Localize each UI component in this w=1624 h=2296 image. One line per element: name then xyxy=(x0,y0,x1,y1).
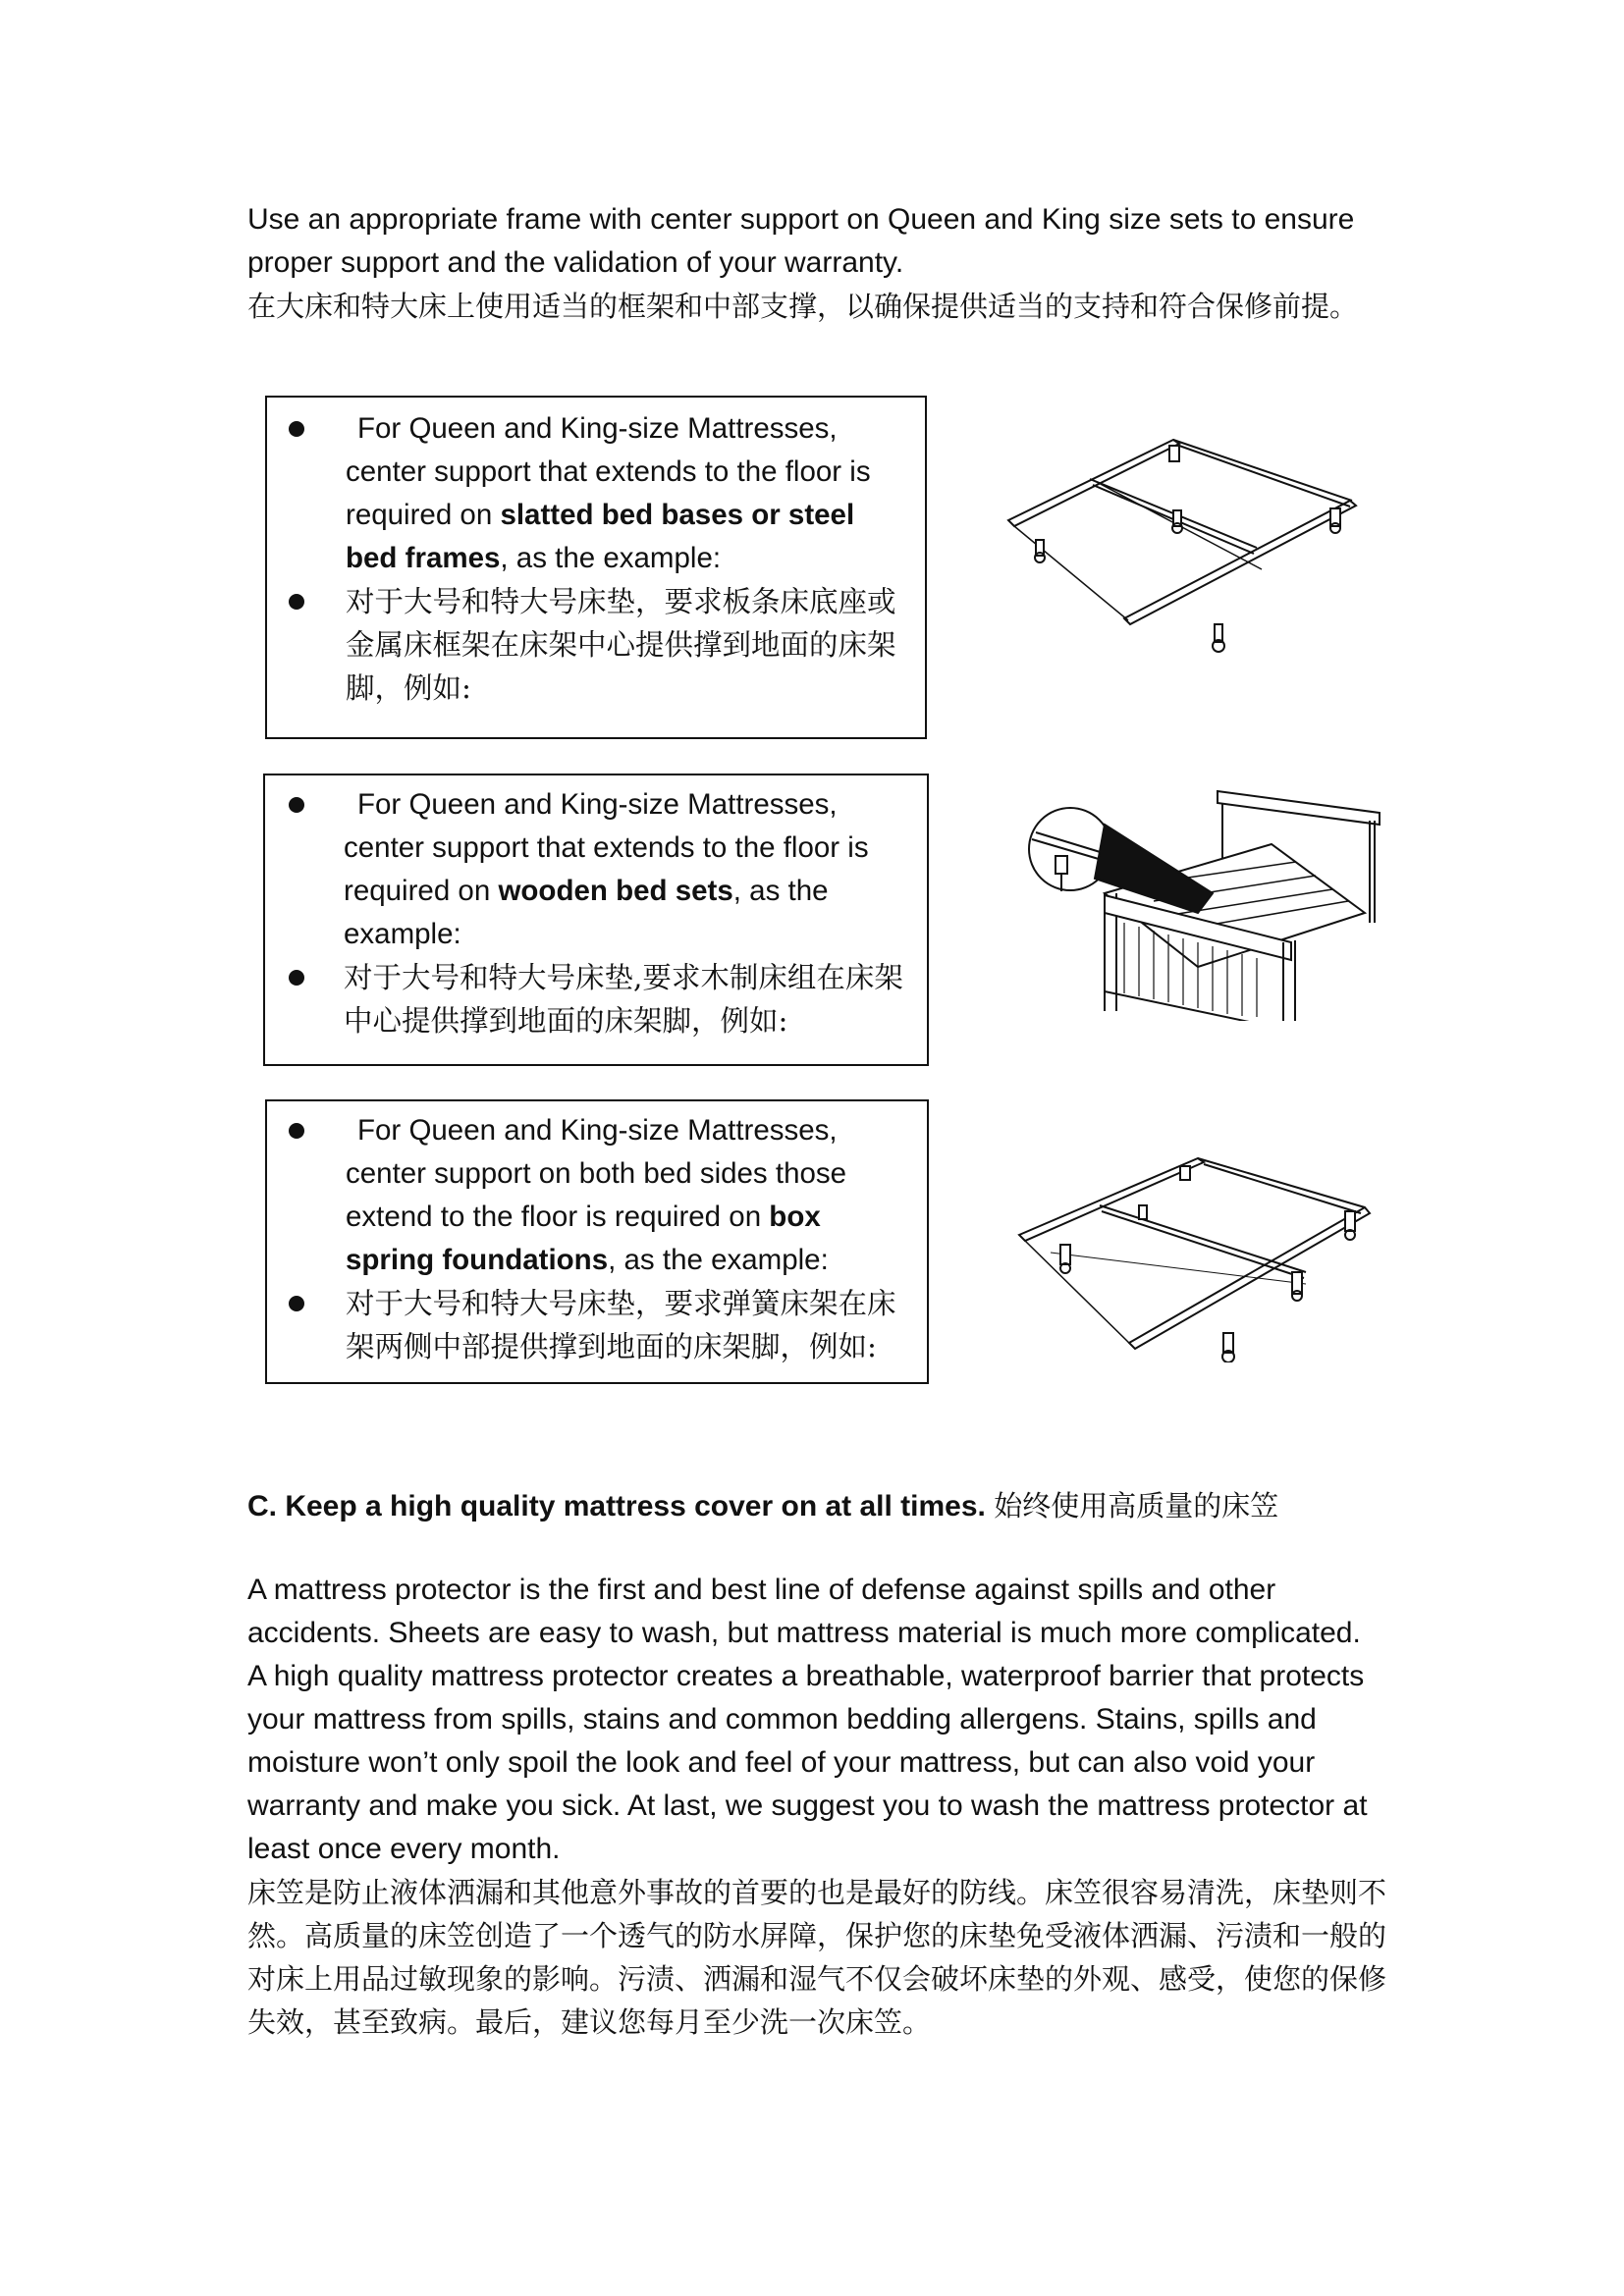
steel-bed-frame-illustration xyxy=(997,432,1370,658)
info-box-wooden-sets xyxy=(263,774,929,1066)
section-c-en-line-2: accidents. Sheets are easy to wash, but mattress material is much more complicated. xyxy=(247,1617,1361,1649)
section-c-cn-line-4: 失效，甚至致病。最后，建议您每月至少洗一次床笠。 xyxy=(247,2005,932,2039)
section-c-cn-line-2: 然。高质量的床笠创造了一个透气的防水屏障，保护您的床垫免受液体洒漏、污渍和一般的 xyxy=(247,1919,1387,1952)
bullet-icon xyxy=(289,1296,304,1311)
bullet-icon xyxy=(289,594,304,610)
section-c-heading-cn: 始终使用高质量的床笠 xyxy=(994,1489,1279,1522)
box1-cn-line-1: 对于大号和特大号床垫，要求板条床底座或 xyxy=(346,585,896,618)
box-spring-frame-illustration xyxy=(1011,1147,1375,1362)
box1-en-line-3: required on slatted bed bases or steel xyxy=(346,499,855,531)
box2-en-line-2: center support that extends to the floor is xyxy=(344,831,869,864)
box1-en-line-2: center support that extends to the floor is xyxy=(346,455,871,488)
bullet-icon xyxy=(289,1123,304,1139)
box2-en-line-1: For Queen and King-size Mattresses, xyxy=(357,788,838,821)
box2-cn-line-2: 中心提供撑到地面的床架脚，例如: xyxy=(344,1004,788,1038)
section-c-en-line-3: A high quality mattress protector creates a breathable, waterproof barrier that protects xyxy=(247,1660,1365,1692)
box1-cn-line-2: 金属床框架在床架中心提供撑到地面的床架 xyxy=(346,628,896,662)
bullet-icon xyxy=(289,421,304,437)
box3-en-line-4: spring foundations, as the example: xyxy=(346,1244,829,1276)
box2-cn-line-1: 对于大号和特大号床垫,要求木制床组在床架 xyxy=(344,961,903,994)
box3-cn-line-2: 架两侧中部提供撑到地面的床架脚，例如: xyxy=(346,1330,877,1363)
section-c-en-line-7: least once every month. xyxy=(247,1833,561,1865)
section-c-en-line-6: warranty and make you sick. At last, we suggest you to wash the mattress protector at xyxy=(247,1789,1368,1822)
section-c-heading-en: C. Keep a high quality mattress cover on at all times. xyxy=(247,1490,986,1522)
bullet-icon xyxy=(289,797,304,813)
wooden-bed-set-illustration xyxy=(1026,785,1389,1021)
box1-cn-line-3: 脚，例如: xyxy=(346,671,471,705)
box3-en-line-1: For Queen and King-size Mattresses, xyxy=(357,1114,838,1147)
info-box-steel-frames xyxy=(265,396,927,739)
intro-en-line-1: Use an appropriate frame with center support on Queen and King size sets to ensure xyxy=(247,203,1355,236)
section-c-en-line-4: your mattress from spills, stains and common bedding allergens. Stains, spills and xyxy=(247,1703,1317,1735)
section-c-en-line-5: moisture won’t only spoil the look and feel of your mattress, but can also void your xyxy=(247,1746,1316,1779)
box1-en-line-1: For Queen and King-size Mattresses, xyxy=(357,412,838,445)
bullet-icon xyxy=(289,970,304,986)
section-c-heading xyxy=(247,1484,1278,1528)
section-c-cn-line-3: 对床上用品过敏现象的影响。污渍、洒漏和湿气不仅会破坏床垫的外观、感受，使您的保修 xyxy=(247,1962,1387,1996)
section-c-en-line-1: A mattress protector is the first and best line of defense against spills and other xyxy=(247,1574,1276,1606)
box2-en-line-3: required on wooden bed sets, as the xyxy=(344,875,829,907)
intro-cn-line: 在大床和特大床上使用适当的框架和中部支撑，以确保提供适当的支持和符合保修前提。 xyxy=(247,290,1359,323)
box2-en-line-4: example: xyxy=(344,918,461,950)
box3-cn-line-1: 对于大号和特大号床垫，要求弹簧床架在床 xyxy=(346,1287,896,1320)
section-c-cn-line-1: 床笠是防止液体洒漏和其他意外事故的首要的也是最好的防线。床笠很容易清洗，床垫则不 xyxy=(247,1876,1387,1909)
intro-en-line-2: proper support and the validation of your warranty. xyxy=(247,246,904,279)
info-box-box-spring xyxy=(265,1099,929,1384)
box1-en-line-4: bed frames, as the example: xyxy=(346,542,722,574)
box3-en-line-2: center support on both bed sides those xyxy=(346,1157,847,1190)
box3-en-line-3: extend to the floor is required on box xyxy=(346,1201,821,1233)
